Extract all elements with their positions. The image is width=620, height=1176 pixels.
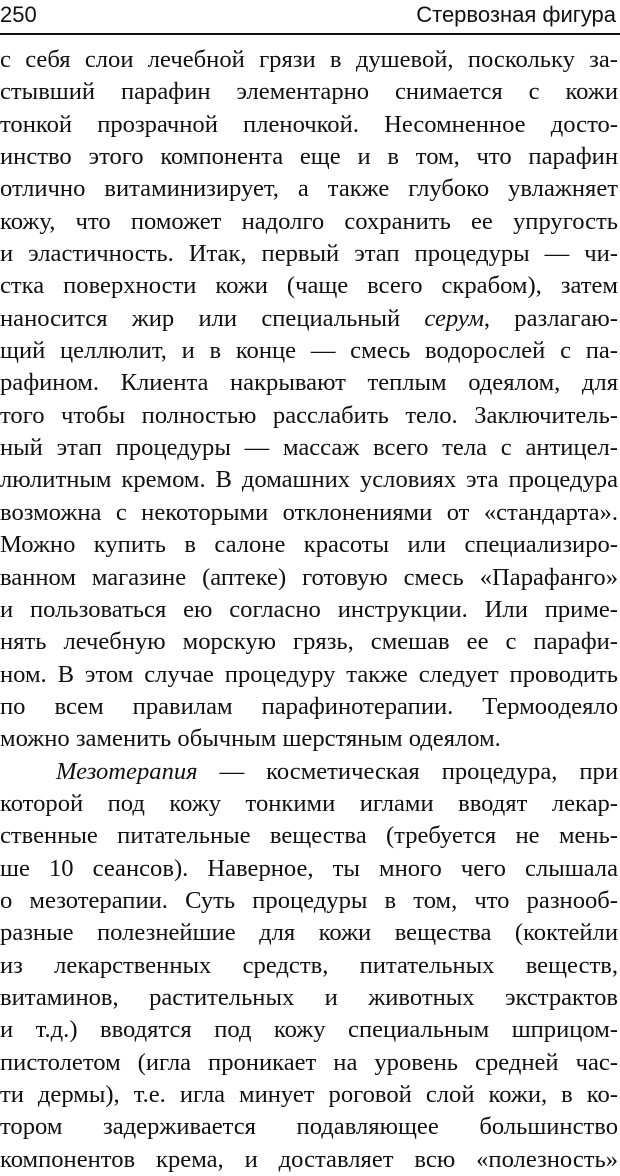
text-line: ше 10 сеансов). Наверное, ты много чего слышала <box>0 854 618 882</box>
text-line: ти дермы), т.е. игла минует роговой слой кожи, в ко- <box>0 1081 618 1108</box>
text-line: щий целлюлит, и в конце — смесь водорослей с па- <box>0 337 618 365</box>
text-line: и эластичность. Итак, первый этап процедуры — чи- <box>0 240 618 268</box>
text-line: которой под кожу тонкими иглами вводят лекар- <box>0 789 618 817</box>
text-line: возможна с некоторыми отклонениями от «стандарта». <box>0 498 618 526</box>
text-line: пистолетом (игла проникает на уровень средней час- <box>0 1048 618 1076</box>
text-line: Можно купить в салоне красоты или специализиро- <box>0 531 618 559</box>
text-line: отлично витаминизирует, а также глубоко увлажняет <box>0 175 618 203</box>
text-line: ванном магазине (аптеке) готовую смесь «Парафанго» <box>0 563 618 591</box>
text-line: ный этап процедуры — массаж всего тела с антицел- <box>0 434 618 462</box>
text-line: ственные питательные вещества (требуется не мень- <box>0 822 618 850</box>
text-line: по всем правилам парафинотерапии. Термоодеяло <box>0 692 618 720</box>
text-segment: наносится жир или специальный <box>0 304 425 332</box>
running-title: Стервозная фигура <box>416 2 616 27</box>
paragraph-start-line <box>0 756 618 788</box>
text-line: стывший парафин элементарно снимается с кожи <box>0 78 618 106</box>
text-line: того чтобы полностью расслабить тело. Заключитель- <box>0 401 618 429</box>
text-line: стка поверхности кожи (чаще всего скрабом), затем <box>0 272 618 300</box>
text-line: витаминов, растительных и животных экстрактов <box>0 983 618 1011</box>
italic-term-mesotherapy: Мезотерапия <box>56 757 198 785</box>
text-line: разные полезнейшие для кожи вещества (коктейли <box>0 919 618 947</box>
paragraph-end-line: можно заменить обычным шерстяным одеялом. <box>0 725 501 753</box>
text-line: о мезотерапии. Суть процедуры в том, что разнооб- <box>0 886 618 914</box>
text-segment: , разлагаю- <box>483 304 618 332</box>
text-segment: — косметическая процедура, при <box>197 757 618 785</box>
text-line: нять лечебную морскую грязь, смешав ее с парафи- <box>0 628 618 656</box>
text-line: из лекарственных средств, питательных веществ, <box>0 951 618 979</box>
text-line: тонкой прозрачной пленочкой. Несомненное досто- <box>0 110 618 138</box>
text-line: с себя слои лечебной грязи в душевой, поскольку за- <box>0 46 618 73</box>
text-line: инство этого компонента еще и в том, что парафин <box>0 143 618 171</box>
text-line-with-italic <box>0 303 618 335</box>
text-line: ном. В этом случае процедуру также следует проводить <box>0 660 618 688</box>
text-line: тором задерживается подавляющее большинство <box>0 1113 618 1141</box>
text-line: и пользоваться ею согласно инструкции. Или приме- <box>0 595 618 623</box>
header-rule <box>0 33 620 35</box>
page-number: 250 <box>0 2 37 27</box>
text-line: компонентов крема, и доставляет всю «полезность» <box>0 1145 618 1173</box>
text-line: кожу, что поможет надолго сохранить ее упругость <box>0 207 618 235</box>
page-header <box>0 0 620 36</box>
text-line: рафином. Клиента накрывают теплым одеялом, для <box>0 369 618 397</box>
body-text <box>0 44 618 1176</box>
text-line: люлитным кремом. В домашних условиях эта процедура <box>0 466 618 494</box>
text-line: и т.д.) вводятся под кожу специальным шприцом- <box>0 1016 618 1044</box>
italic-term-serum: серум <box>424 304 484 332</box>
